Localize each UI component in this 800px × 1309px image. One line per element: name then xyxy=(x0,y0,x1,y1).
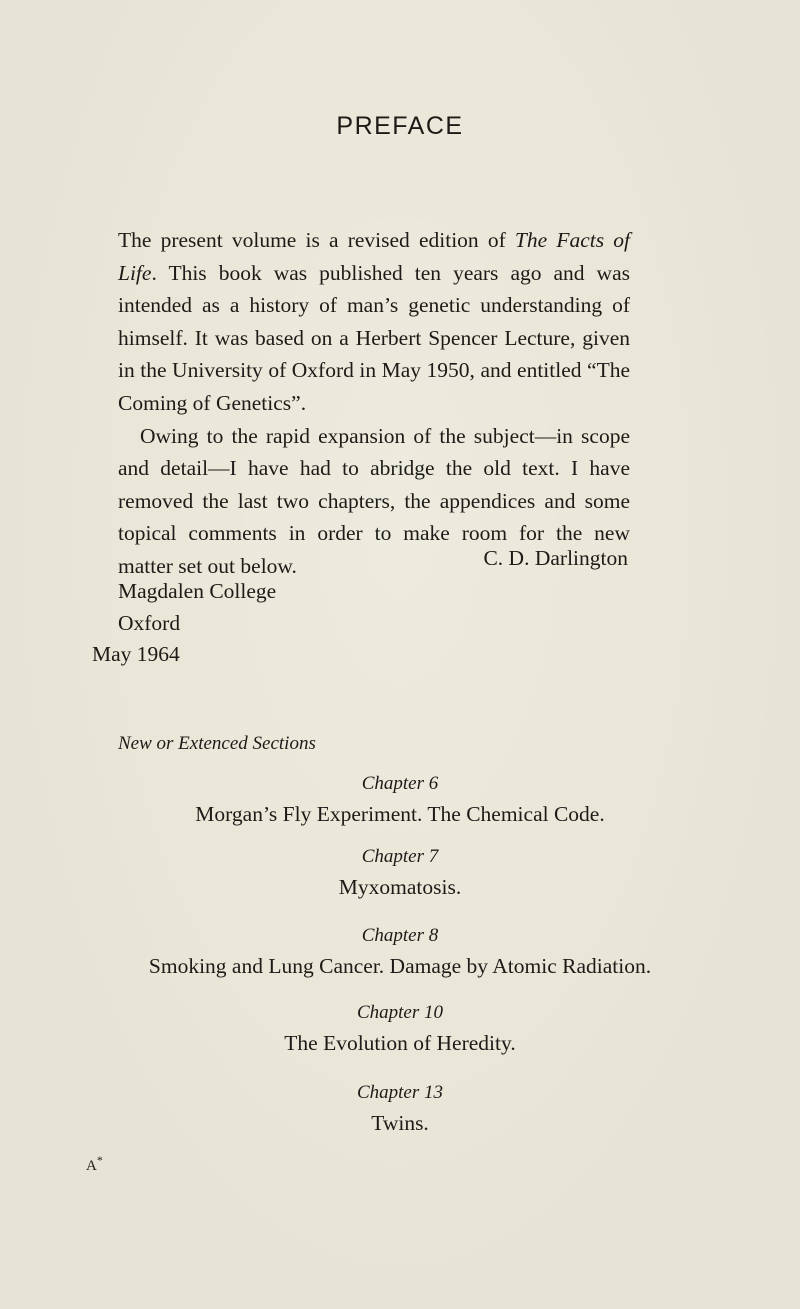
author-signature: C. D. Darlington xyxy=(483,546,628,570)
address-block xyxy=(92,576,277,671)
preface-body xyxy=(118,224,630,583)
chapter-content: Smoking and Lung Cancer. Damage by Atomic Radiation. xyxy=(148,954,652,978)
chapter-entry xyxy=(0,842,800,902)
address-line-college: Magdalen College xyxy=(118,579,277,603)
address-date: May 1964 xyxy=(92,642,180,666)
chapter-entry xyxy=(0,1078,800,1138)
chapter-entry xyxy=(0,998,800,1058)
chapter-label: Chapter 13 xyxy=(356,1082,444,1103)
paragraph-1-text-a: The present volume is a revised edition of xyxy=(118,228,515,252)
signature-mark-letter: A xyxy=(86,1158,97,1174)
chapter-entry xyxy=(0,921,800,981)
chapter-label: Chapter 7 xyxy=(361,846,439,867)
page-title: PREFACE xyxy=(336,112,464,140)
chapter-content: Morgan’s Fly Experiment. The Chemical Code. xyxy=(195,802,605,826)
printer-signature-mark xyxy=(86,1153,103,1175)
signature-mark-star: * xyxy=(96,1153,103,1167)
book-title-italic: The Facts of Life xyxy=(118,228,630,285)
paragraph-1-text-b: . This book was published ten years ago and was intended as a history of man’s genetic understanding of himself. It was based on a Herbert Spencer Lecture, given in the University of Oxford in May 1950, and entitled “The Coming of Genetics”. xyxy=(118,260,630,415)
chapter-content: Myxomatosis. xyxy=(338,875,462,899)
address-line-city: Oxford xyxy=(118,610,181,635)
chapter-label: Chapter 10 xyxy=(356,1002,444,1023)
paragraph-2-text: Owing to the rapid expansion of the subject—in scope and detail—I have had to abridge the old text. I have removed the last two chapters, the appendices and some topical comments in order to make room for the new matter set out below. xyxy=(118,423,630,578)
sections-heading: New or Extenced Sections xyxy=(118,733,316,754)
chapter-label: Chapter 6 xyxy=(361,773,439,794)
chapter-label: Chapter 8 xyxy=(361,925,439,946)
chapter-content: Twins. xyxy=(371,1111,429,1135)
chapter-entry xyxy=(0,769,800,829)
paragraph-1 xyxy=(118,224,630,420)
chapter-content: The Evolution of Heredity. xyxy=(284,1031,516,1055)
